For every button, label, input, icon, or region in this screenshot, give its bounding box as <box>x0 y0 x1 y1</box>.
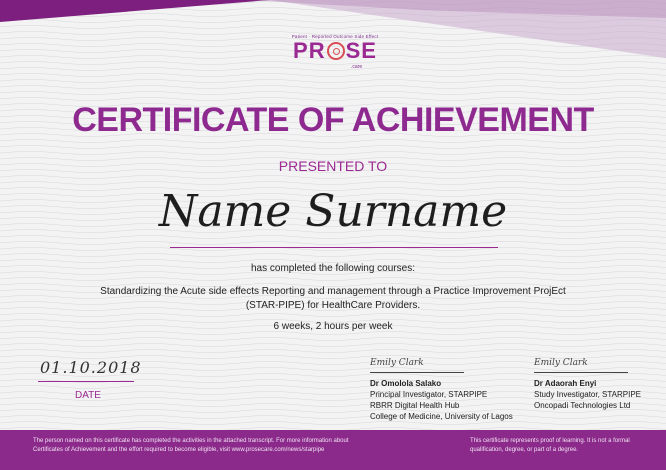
signature-line-2 <box>534 372 628 373</box>
date-underline <box>38 381 134 382</box>
logo-ring-icon <box>327 42 345 60</box>
signature-2: Emily Clark <box>534 358 588 368</box>
recipient-underline <box>170 247 498 248</box>
logo-subtext: .care <box>351 64 363 70</box>
signatory-1-name: Dr Omolola Salako <box>370 379 442 388</box>
date-label: DATE <box>75 390 101 401</box>
presented-to-label: PRESENTED TO <box>278 158 388 174</box>
recipient-name: Name Surname <box>158 186 508 237</box>
signatory-1 <box>370 358 513 422</box>
signatory-2-name: Dr Adaorah Enyi <box>534 379 597 388</box>
signatory-2 <box>534 358 641 411</box>
signature-1: Emily Clark <box>370 358 424 368</box>
signatory-1-org2: College of Medicine, University of Lagos <box>370 412 513 421</box>
signatory-2-org: Oncopadi Technologies Ltd <box>534 401 631 410</box>
course-title: Standardizing the Acute side effects Reporting and management through a Practice Improvement ProjEct (STAR-PIPE) for HealthCare Providers. <box>100 286 566 311</box>
footer-left-text: The person named on this certificate has completed the activities in the attached transcript. For more information about Certificates of Achievement and the effort required to become eligible, visit www.prosecare.com/news/starpipe <box>33 438 349 453</box>
footer-right-text: This certificate represents proof of learning. It is not a formal qualification, degree, or part of a degree. <box>470 438 630 453</box>
course-duration: 6 weeks, 2 hours per week <box>273 321 393 332</box>
prose-logo <box>260 34 410 70</box>
logo-wordmark <box>260 40 410 62</box>
completed-text: has completed the following courses: <box>251 263 415 274</box>
signatory-2-role: Study Investigator, STARPIPE <box>534 390 642 399</box>
certificate-title: CERTIFICATE OF ACHIEVEMENT <box>72 101 594 139</box>
signatory-1-org: RBRR Digital Health Hub <box>370 401 460 410</box>
logo-tagline: Patient · Reported Outcome Side Effect <box>291 34 379 39</box>
logo-word-before: PR <box>293 38 326 63</box>
signatory-1-role: Principal Investigator, STARPIPE <box>370 390 488 399</box>
logo-word-after: SE <box>345 38 377 63</box>
signature-line-1 <box>370 372 464 373</box>
date-value: 01.10.2018 <box>40 358 142 377</box>
